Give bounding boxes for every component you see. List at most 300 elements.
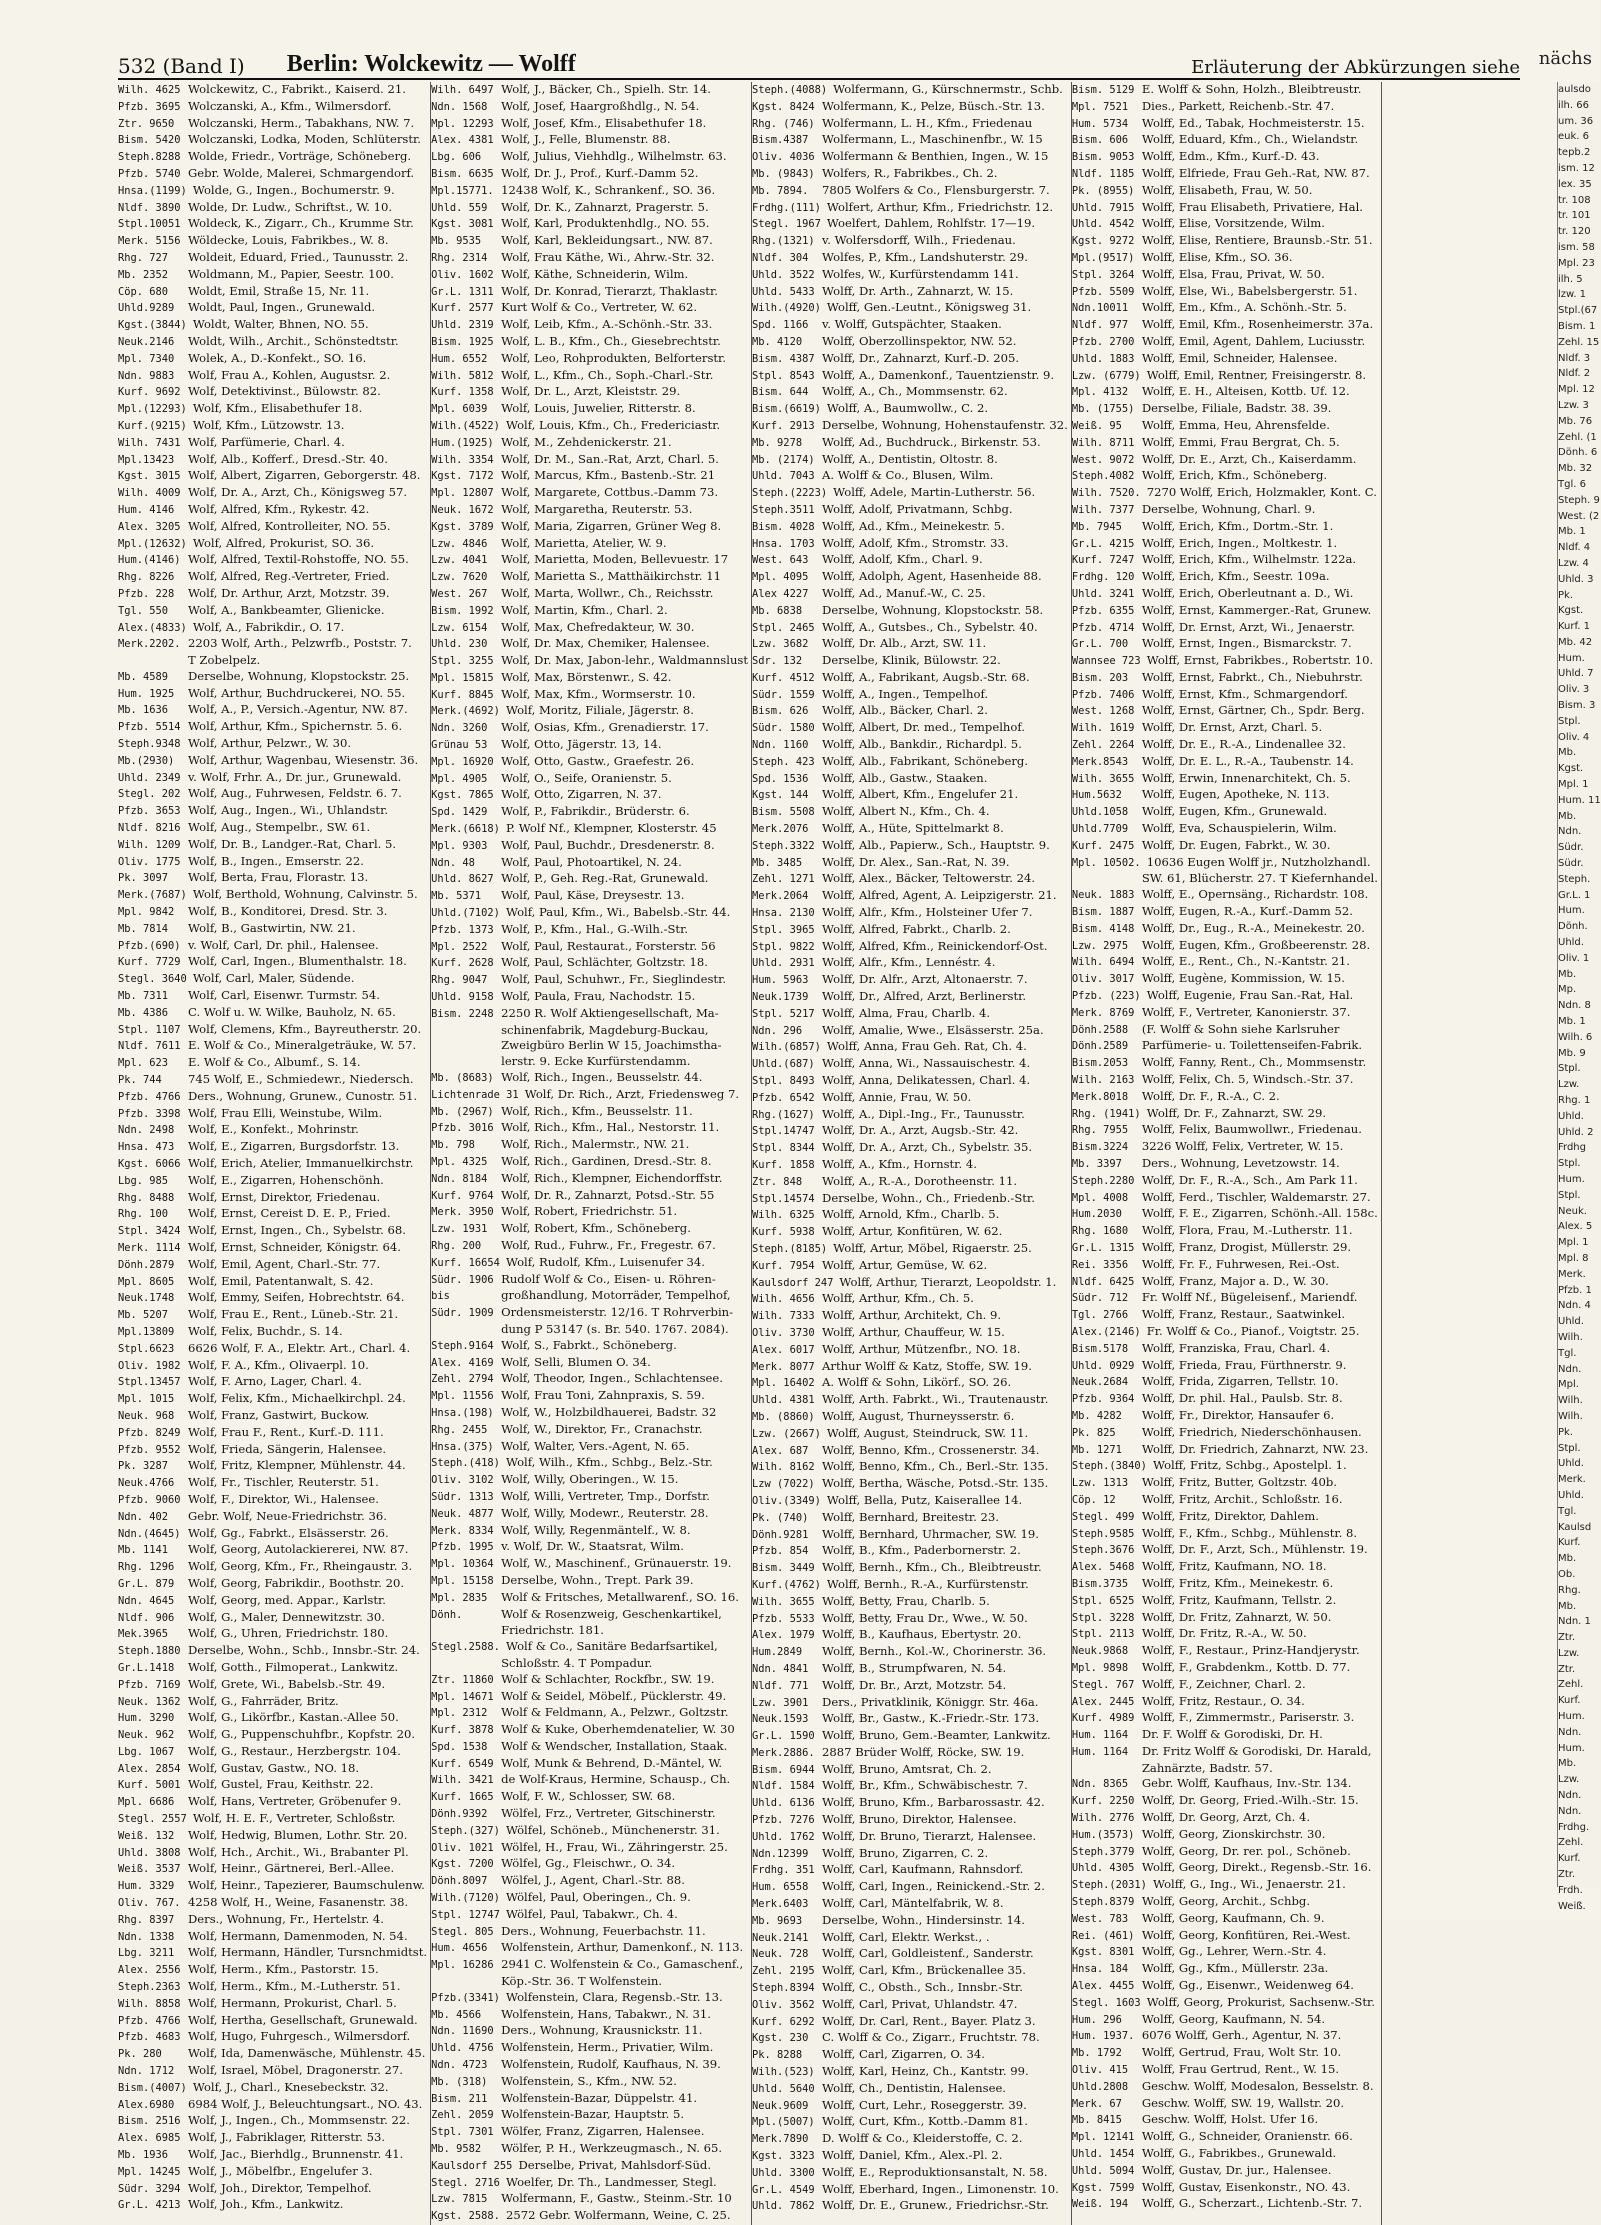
directory-entry-text: Wolff, Bruno, Amtsrat, Ch. 2. <box>822 1761 992 1776</box>
directory-entry-text: D. Wolff & Co., Kleiderstoffe, C. 2. <box>822 2131 1023 2146</box>
directory-entry-text: Wolff, Ad., Buchdruck., Birkenstr. 53. <box>822 434 1041 449</box>
phone-exchange-code: Uhld. 2319 <box>431 319 494 332</box>
directory-entry-text: Wolf, Berthold, Wohnung, Calvinstr. 5. <box>192 887 418 902</box>
phone-exchange-code: Wilh. 7520. <box>1071 487 1141 500</box>
clipped-next-column-text: Frdhg <box>1558 1142 1586 1154</box>
directory-entry-text: Wolff, Dr. E., Arzt, Ch., Kaiserdamm. <box>1141 451 1357 466</box>
directory-entry-text: Wolf, Emmy, Seifen, Hobrechtstr. 64. <box>188 1290 405 1305</box>
directory-entry-text: Wolf, Felix, Kfm., Michaelkirchpl. 24. <box>188 1391 406 1406</box>
phone-exchange-code: Mb. 1792 <box>1071 2047 1122 2060</box>
directory-entry <box>752 2198 1068 2215</box>
phone-exchange-code: Stpl. 3255 <box>431 655 494 668</box>
directory-entry <box>118 702 427 719</box>
phone-exchange-code: Lzw. (6779) <box>1071 369 1141 382</box>
directory-entry-text: Wolff, Dr. Friedrich, Zahnarzt, NW. 23. <box>1141 1441 1369 1456</box>
phone-exchange-code: Tgl. 550 <box>118 604 169 617</box>
directory-entry <box>118 1190 427 1207</box>
directory-entry <box>1072 1391 1378 1408</box>
directory-entry <box>118 317 427 334</box>
directory-entry-text: Wolff, Curt, Lehr., Roseggerstr. 39. <box>822 2097 1027 2112</box>
directory-entry <box>752 284 1068 301</box>
directory-entry <box>752 989 1068 1006</box>
directory-entry-text: Wolf, Paul, Restaurat., Forsterstr. 56 <box>501 938 716 953</box>
directory-entry <box>752 1392 1068 1409</box>
phone-exchange-code: Nldf. 304 <box>752 251 809 264</box>
directory-entry-text: v. Wolfersdorff, Wilh., Friedenau. <box>822 233 1016 248</box>
directory-entry <box>118 1962 427 1979</box>
clipped-next-column-text: Stpl. <box>1558 1189 1581 1201</box>
directory-entry <box>431 1221 748 1238</box>
directory-entry-text: Wolf, L., Kfm., Ch., Soph.-Charl.-Str. <box>501 367 714 382</box>
directory-entry-text: Wolf, Georg, Autolackiererei, NW. 87. <box>188 1542 409 1557</box>
page-title: Berlin: Wolckewitz — Wolff <box>286 51 576 77</box>
phone-exchange-code: West. 1268 <box>1071 705 1135 718</box>
directory-entry-text: v. Wolf, Carl, Dr. phil., Halensee. <box>188 937 379 952</box>
directory-entry-text: Wolf, Paul, Schlächter, Goltzstr. 18. <box>501 955 708 970</box>
directory-entry <box>118 82 427 99</box>
directory-entry-text: Wolf, Dr. J., Prof., Kurf.-Damm 52. <box>501 165 699 180</box>
directory-entry <box>431 1070 748 1087</box>
directory-entry-text: Wolff, Georg, Direkt., Regensb.-Str. 16. <box>1141 1860 1372 1875</box>
clipped-next-column-text: Uhld. <box>1558 1458 1584 1470</box>
directory-entry <box>431 603 748 620</box>
phone-exchange-code: Ndn. 8184 <box>431 1172 488 1185</box>
clipped-next-column-text: Hum. <box>1558 1711 1585 1723</box>
directory-entry <box>118 1358 427 1375</box>
directory-entry-text: Wolf, Maria, Zigarren, Grüner Weg 8. <box>501 518 722 533</box>
directory-entry-text: Derselbe, Filiale, Badstr. 38. 39. <box>1141 401 1332 416</box>
directory-entry-text: Wolf, Alfred, Prokurist, SO. 36. <box>192 535 375 550</box>
directory-entry-text: Ders., Wohnung, Grunew., Cunostr. 51. <box>188 1088 418 1103</box>
phone-exchange-code: Gr.L. 1590 <box>752 1730 815 1743</box>
directory-entry-text: Derselbe, Wohn., Ch., Friedenb.-Str. <box>822 1190 1035 1205</box>
directory-entry-text: Wolf, Max, Börstenwr., S. 42. <box>501 669 672 684</box>
directory-entry <box>1072 670 1378 687</box>
directory-entry-text: Wolfenstein, S., Kfm., NW. 52. <box>501 2073 677 2088</box>
directory-entry <box>752 838 1068 855</box>
directory-entry <box>118 1845 427 1862</box>
directory-entry-text: Wolf, H. E. F., Vertreter, Schloßstr. <box>192 1811 396 1826</box>
clipped-next-column-text: Uhld. <box>1558 937 1584 949</box>
phone-exchange-code: Sdr. 132 <box>752 655 803 668</box>
clipped-next-column-text: Lzw. <box>1558 1774 1580 1786</box>
phone-exchange-code: Stpl. 8493 <box>752 1075 815 1088</box>
directory-entry-text: Wolf, P., Geh. Reg.-Rat, Grunewald. <box>501 871 709 886</box>
clipped-next-column-text: Stpl. <box>1558 715 1581 727</box>
directory-entry <box>431 1338 748 1355</box>
phone-exchange-code: West. 9072 <box>1071 453 1135 466</box>
directory-entry-text: 745 Wolf, E., Schmiedewr., Niedersch. <box>188 1072 414 1087</box>
directory-entry <box>431 636 748 653</box>
directory-entry-text: Parfümerie- u. Toilettenseifen-Fabrik. <box>1141 1038 1363 1053</box>
phone-exchange-code: Bism. 6944 <box>752 1763 815 1776</box>
directory-entry-text: Wolff, Dr. F., R.-A., Sch., Am Park 11. <box>1141 1172 1358 1187</box>
directory-entry-text: Wolf, G., Maler, Dennewitzstr. 30. <box>188 1609 385 1624</box>
directory-entry-text: Wolff, Alb., Gastw., Staaken. <box>822 770 988 785</box>
phone-exchange-code: Bism. 203 <box>1071 671 1129 684</box>
phone-exchange-code: Kurf. 3878 <box>431 1724 494 1737</box>
phone-exchange-code: Rhg. (1941) <box>1071 1107 1141 1120</box>
clipped-next-column-text: Mpl. 8 <box>1558 1252 1589 1264</box>
directory-entry <box>1072 653 1378 670</box>
phone-exchange-code: Stpl. 3228 <box>1071 1611 1135 1624</box>
phone-exchange-code: Wilh. 8711 <box>1071 436 1135 449</box>
directory-entry <box>431 569 748 586</box>
directory-entry <box>1072 754 1378 771</box>
phone-exchange-code: Merk.8543 <box>1071 755 1129 768</box>
clipped-next-column-text: Uhld. 2 <box>1558 1126 1594 1138</box>
phone-exchange-code: Mpl. 623 <box>118 1057 169 1070</box>
phone-exchange-code: Uhld. 230 <box>431 638 488 651</box>
phone-exchange-code: Ndn. 4841 <box>752 1662 809 1675</box>
phone-exchange-code: Mpl. 12807 <box>431 487 494 500</box>
directory-entry-text: Wolff, Albert N., Kfm., Ch. 4. <box>822 804 990 819</box>
directory-entry <box>118 1055 427 1072</box>
directory-entry-text: Wölfel, Frz., Vertreter, Gitschinerstr. <box>501 1806 716 1821</box>
directory-entry-text: Wolff, Erwin, Innenarchitekt, Ch. 5. <box>1141 770 1351 785</box>
phone-exchange-code: Bism. 4028 <box>752 520 815 533</box>
directory-entry <box>118 1022 427 1039</box>
directory-entry-text: Wolf, M., Zehdenickerstr. 21. <box>501 434 672 449</box>
phone-exchange-code: Lbg. 3211 <box>118 1947 175 1960</box>
directory-entry-text: Zahnärzte, Badstr. 57. <box>1141 1760 1273 1775</box>
directory-entry-text: Wolf, B., Ingen., Emserstr. 22. <box>188 853 364 868</box>
phone-exchange-code: Mpl. 6686 <box>118 1796 175 1809</box>
phone-exchange-code: Lzw. 7620 <box>431 571 488 584</box>
clipped-next-column-text: Lzw. <box>1558 1079 1580 1091</box>
directory-entry-text: Wolf, Frau Toni, Zahnpraxis, S. 59. <box>501 1388 705 1403</box>
directory-entry <box>752 1308 1068 1325</box>
phone-exchange-code: Kgst. 7172 <box>431 470 494 483</box>
directory-entry-text: Wolff, Emil, Kfm., Rosenheimerstr. 37a. <box>1141 317 1374 332</box>
directory-entry <box>431 1371 748 1388</box>
directory-entry-text: Wolfermann, F., Gastw., Steinm.-Str. 10 <box>501 2191 732 2206</box>
directory-entry <box>1072 2012 1378 2029</box>
phone-exchange-code: Lzw. 1931 <box>431 1223 488 1236</box>
phone-exchange-code: Mpl. 6039 <box>431 403 488 416</box>
clipped-next-column-text: Nldf. 4 <box>1558 542 1591 554</box>
directory-entry-text: Wolf, W., Direktor, Fr., Cranachstr. <box>501 1421 703 1436</box>
directory-entry <box>431 82 748 99</box>
directory-entry <box>1072 1593 1378 1610</box>
directory-entry <box>752 1661 1068 1678</box>
directory-entry-text: Wölfel, Gg., Fleischwr., O. 34. <box>501 1856 676 1871</box>
directory-entry-text: Wolff, G., Schneider, Oranienstr. 66. <box>1141 2129 1353 2144</box>
clipped-next-column-text: Mb. <box>1558 810 1577 822</box>
directory-entry <box>1072 485 1378 502</box>
phone-exchange-code: Pfzb. 4766 <box>118 1090 181 1103</box>
clipped-next-column-text: ilh. 66 <box>1558 99 1589 111</box>
directory-entry-text: Wolf, Gotth., Filmoperat., Lankwitz. <box>188 1659 399 1674</box>
directory-entry <box>118 603 427 620</box>
phone-exchange-code: Bism. 4148 <box>1071 922 1135 935</box>
clipped-next-column-text: Oliv. 3 <box>1558 684 1590 696</box>
phone-exchange-code: Nldf. 906 <box>118 1611 175 1624</box>
directory-entry-text: Wolf, Emil, Patentanwalt, S. 42. <box>188 1273 374 1288</box>
clipped-next-column-text: Mb. 9 <box>1558 1047 1586 1059</box>
phone-exchange-code: Lbg. 1067 <box>118 1745 175 1758</box>
phone-exchange-code: Steph.9585 <box>1071 1527 1135 1540</box>
phone-exchange-code: Rei. (461) <box>1071 1929 1135 1942</box>
directory-entry <box>431 1974 748 1990</box>
phone-exchange-code: Bism.4387 <box>752 134 809 147</box>
phone-exchange-code: Mb. 4120 <box>752 335 803 348</box>
directory-entry <box>1072 1626 1378 1643</box>
phone-exchange-code: Kurf. 5001 <box>118 1779 181 1792</box>
directory-entry <box>118 1979 427 1996</box>
directory-entry <box>431 1006 748 1023</box>
directory-entry-text: Wolf, Joh., Direktor, Tempelhof. <box>188 2180 372 2195</box>
directory-entry-text: Wolf, Josef, Haargroßhdlg., N. 54. <box>501 98 700 113</box>
directory-entry <box>431 267 748 284</box>
directory-entry-text: Wolff, E., Reproduktionsanstalt, N. 58. <box>822 2164 1048 2179</box>
phone-exchange-code: Mpl. 1015 <box>118 1393 175 1406</box>
phone-exchange-code: Alex. 687 <box>752 1444 809 1457</box>
phone-exchange-code: Stpl.14574 <box>752 1192 815 1205</box>
directory-entry-text: Wolfes, W., Kurfürstendamm 141. <box>822 266 1019 281</box>
directory-entry <box>752 1191 1068 1208</box>
directory-entry-text: Wolf, Alfred, Kfm., Rykestr. 42. <box>188 501 370 516</box>
directory-entry-text: Wolff, A., Gutsbes., Ch., Sybelstr. 40. <box>822 619 1038 634</box>
directory-entry-text: Wolff, Dr. F., R.-A., C. 2. <box>1141 1088 1280 1103</box>
directory-entry <box>1072 1274 1378 1291</box>
phone-exchange-code: Wannsee 723 <box>1071 655 1141 668</box>
directory-entry <box>431 468 748 485</box>
phone-exchange-code: bis <box>431 1290 450 1303</box>
directory-entry <box>118 837 427 854</box>
phone-exchange-code: Steph.9348 <box>118 738 181 751</box>
directory-entry-text: Wolff, E., Opernsäng., Richardstr. 108. <box>1141 887 1369 902</box>
directory-entry <box>1072 552 1378 569</box>
phone-exchange-code: Mb. 9535 <box>431 235 482 248</box>
phone-exchange-code: Steph.2280 <box>1071 1174 1135 1187</box>
directory-entry-text: Wolf, Rud., Fuhrw., Fr., Fregestr. 67. <box>501 1237 716 1252</box>
phone-exchange-code: Wilh. 6494 <box>1071 956 1135 969</box>
directory-entry <box>431 1506 748 1523</box>
directory-entry <box>752 452 1068 469</box>
directory-entry <box>118 1744 427 1761</box>
phone-exchange-code: Uhld. 1762 <box>752 1830 815 1843</box>
directory-entry-text: Wolff, A., R.-A., Dorotheenstr. 11. <box>822 1173 1018 1188</box>
phone-exchange-code: Steph.(418) <box>431 1457 500 1470</box>
directory-entry-text: Geschw. Wolff, SW. 19, Wallstr. 20. <box>1141 2095 1345 2110</box>
directory-entry-text: Wolff, Georg, Kaufmann, Ch. 9. <box>1141 1910 1325 1925</box>
phone-exchange-code: Uhld. 9158 <box>431 991 494 1004</box>
directory-entry-text: Wolff, Dr. Fritz, R.-A., W. 50. <box>1141 1626 1307 1641</box>
directory-entry-text: Wolff, Arthur, Chauffeur, W. 15. <box>822 1324 1005 1339</box>
directory-entry-text: großhandlung, Motorräder, Tempelhof, <box>501 1288 731 1303</box>
directory-entry <box>431 1023 748 1039</box>
clipped-next-column-text: Rhg. <box>1558 1584 1581 1596</box>
directory-entry-text: 6626 Wolf, F. A., Elektr. Art., Charl. 4. <box>188 1340 411 1355</box>
directory-entry-text: E. Wolf & Co., Albumf., S. 14. <box>188 1055 361 1070</box>
phone-exchange-code: Stpl. 3264 <box>1071 268 1135 281</box>
phone-exchange-code: Mpl. 9303 <box>431 839 488 852</box>
phone-exchange-code: Stpl. 9822 <box>752 940 815 953</box>
directory-entry-text: Wolf, Ida, Damenwäsche, Mühlenstr. 45. <box>188 2046 426 2061</box>
directory-entry-text: Wolff, Fritz, Archit., Schloßstr. 16. <box>1141 1491 1343 1506</box>
phone-exchange-code: Gr.L. 1315 <box>1071 1241 1135 1254</box>
directory-entry-text: Wolde, Friedr., Vorträge, Schöneberg. <box>188 149 412 164</box>
directory-entry-text: Woldt, Walter, Bhnen, NO. 55. <box>192 317 369 332</box>
phone-exchange-code: Steph.3779 <box>1071 1845 1135 1858</box>
phone-exchange-code: Stpl. 5217 <box>752 1007 815 1020</box>
directory-entry-text: Wolf, Erich, Atelier, Immanuelkirchstr. <box>188 1156 414 1170</box>
phone-exchange-code: Stpl. 3965 <box>752 923 815 936</box>
phone-exchange-code: Stpl. 2113 <box>1071 1628 1135 1641</box>
directory-entry-text: Wolff, Dr. Carl, Rent., Bayer. Platz 3. <box>822 2013 1036 2028</box>
directory-entry-text: Wolff, Alb., Bäcker, Charl. 2. <box>822 703 988 718</box>
directory-entry-text: dung P 53147 (s. Br. 540. 1767. 2084). <box>501 1321 729 1336</box>
directory-entry <box>752 821 1068 838</box>
directory-entry-text: Wolff, Bernh., Kfm., Ch., Bleibtreustr. <box>822 1560 1042 1575</box>
directory-entry <box>118 921 427 938</box>
phone-exchange-code: Südr. 712 <box>1071 1292 1129 1305</box>
directory-entry-text: (F. Wolff & Sohn siehe Karlsruher <box>1141 1021 1340 1036</box>
clipped-next-column-text: Merk. <box>1558 1268 1586 1280</box>
directory-entry-text: Wolff, Frieda, Frau, Fürthnerstr. 9. <box>1141 1357 1347 1372</box>
directory-entry <box>1072 971 1378 988</box>
directory-entry <box>1072 2129 1378 2146</box>
directory-entry <box>118 1559 427 1576</box>
phone-exchange-code: Kurf. 4989 <box>1071 1712 1135 1725</box>
phone-exchange-code: Zehl. 2059 <box>431 2109 494 2122</box>
phone-exchange-code: Hum. 1164 <box>1071 1745 1129 1758</box>
directory-entry <box>118 786 427 803</box>
directory-entry-text: Wolff, Albert, Kfm., Engelufer 21. <box>822 787 1019 802</box>
directory-entry-text: Wolf, J., Bäcker, Ch., Spielh. Str. 14. <box>501 82 711 96</box>
directory-entry-text: Wolckewitz, C., Fabrikt., Kaiserd. 21. <box>188 82 406 96</box>
directory-entry <box>118 736 427 753</box>
phone-exchange-code: Bism. 606 <box>1071 134 1129 147</box>
directory-entry-text: Wolf, Gustel, Frau, Keithstr. 22. <box>188 1777 374 1792</box>
directory-entry-text: Wolff, Bruno, Direktor, Halensee. <box>822 1812 1017 1827</box>
directory-entry <box>431 1856 748 1873</box>
phone-exchange-code: Pfzb. 2700 <box>1071 335 1135 348</box>
directory-entry-text: schinenfabrik, Magdeburg-Buckau, <box>501 1022 709 1037</box>
directory-entry <box>118 1425 427 1442</box>
directory-entry-text: 3226 Wolff, Felix, Vertreter, W. 15. <box>1141 1139 1344 1154</box>
directory-entry <box>118 1139 427 1156</box>
directory-entry <box>431 384 748 401</box>
phone-exchange-code: Stegl. 499 <box>1071 1510 1135 1523</box>
directory-entry <box>431 1272 748 1289</box>
directory-entry <box>1072 99 1378 116</box>
directory-entry-text: Wolff, Dr. Arth., Zahnarzt, W. 15. <box>822 283 1014 298</box>
directory-entry-text: Wolff, B., Kfm., Paderbornerstr. 2. <box>822 1543 1021 1558</box>
directory-entry-text: Wolff, Dr. A., Arzt, Augsb.-Str. 42. <box>822 1123 1019 1138</box>
directory-entry <box>1072 1827 1378 1844</box>
phone-exchange-code: Spd. 1166 <box>752 319 809 332</box>
directory-entry <box>752 754 1068 771</box>
directory-entry-text: Wolf, Hans, Vertreter, Gröbenufer 9. <box>188 1794 402 1809</box>
directory-entry <box>752 1879 1068 1896</box>
directory-entry <box>431 620 748 637</box>
phone-exchange-code: West. 783 <box>1071 1912 1129 1925</box>
phone-exchange-code: Wilh. 1209 <box>118 838 181 851</box>
page-number: 532 (Band I) <box>118 54 245 78</box>
directory-entry-text: Wolf, J., Felle, Blumenstr. 88. <box>501 132 671 147</box>
directory-entry-text: Derselbe, Wohnung, Hohenstaufenstr. 32. <box>822 417 1068 432</box>
phone-exchange-code: Mb. (8860) <box>752 1410 815 1423</box>
clipped-next-column-text: Dönh. <box>1558 921 1588 933</box>
directory-entry-text: Wölfel, Paul, Tabakwr., Ch. 4. <box>505 1906 678 1921</box>
directory-entry-text: Wolff, Arthur, Architekt, Ch. 9. <box>822 1308 1002 1323</box>
directory-entry <box>118 988 427 1005</box>
directory-entry <box>118 1475 427 1492</box>
directory-entry-text: Wolfenstein, Herm., Privatier, Wilm. <box>501 2040 714 2055</box>
phone-exchange-code: Bism.3735 <box>1071 1577 1129 1590</box>
clipped-next-column-text: Kurf. <box>1558 1537 1581 1549</box>
phone-exchange-code: Uhld. 4542 <box>1071 218 1135 231</box>
directory-entry <box>1072 267 1378 284</box>
directory-entry-text: 6984 Wolf, J., Beleuchtungsart., NO. 43. <box>188 2096 423 2111</box>
directory-entry <box>1072 1206 1378 1223</box>
directory-entry-text: Wolff, Erich, Oberleutnant a. D., Wi. <box>1141 585 1354 600</box>
directory-entry <box>431 552 748 569</box>
directory-entry-text: Wolfermann, L., Maschinenfbr., W. 15 <box>822 132 1043 147</box>
directory-entry-text: E. Wolf & Co., Mineralgeträuke, W. 57. <box>188 1038 417 1053</box>
phone-exchange-code: Lzw. 6154 <box>431 621 488 634</box>
directory-entry-text: Wolf, E., Konfekt., Mohrinstr. <box>188 1122 359 1137</box>
directory-entry-text: Wolf, B., Konditorei, Dresd. Str. 3. <box>188 904 388 919</box>
phone-exchange-code: Stpl. 8543 <box>752 369 815 382</box>
directory-entry-text: Wolf, Carl, Maler, Südende. <box>192 971 355 986</box>
directory-entry <box>1072 1793 1378 1810</box>
directory-entry-text: Wolff, E., Rent., Ch., N.-Kantstr. 21. <box>1141 954 1350 969</box>
directory-entry <box>431 1607 748 1624</box>
directory-entry <box>1072 1961 1378 1978</box>
phone-exchange-code: Stpl. 3424 <box>118 1225 181 1238</box>
phone-exchange-code: Alex. 5468 <box>1071 1561 1135 1574</box>
directory-entry <box>431 737 748 754</box>
directory-entry <box>752 2014 1068 2031</box>
directory-entry <box>118 418 427 435</box>
directory-entry <box>431 418 748 435</box>
directory-entry-text: Wolf, Max, Chefredakteur, W. 30. <box>501 619 695 634</box>
directory-entry <box>1072 1877 1378 1894</box>
phone-exchange-code: Ztr. 848 <box>752 1175 803 1188</box>
next-page-fragment: nächs <box>1538 48 1592 69</box>
clipped-next-column-text: Kgst. <box>1558 605 1584 617</box>
directory-entry-text: Wolff, Alb., Fabrikant, Schöneberg. <box>822 753 1029 768</box>
phone-exchange-code: Hum. 6552 <box>431 352 488 365</box>
directory-entry <box>752 1896 1068 1913</box>
phone-exchange-code: Gr.L.1418 <box>118 1661 175 1674</box>
directory-entry-text: Wolf, F. W., Schlosser, SW. 68. <box>501 1789 676 1804</box>
directory-entry-text: Wolf, Jac., Bierhdlg., Brunnenstr. 41. <box>188 2147 404 2162</box>
directory-entry <box>752 905 1068 922</box>
directory-entry <box>1072 1492 1378 1509</box>
directory-entry-text: Dies., Parkett, Reichenb.-Str. 47. <box>1141 98 1335 113</box>
directory-entry <box>752 1812 1068 1829</box>
phone-exchange-code: Oliv. 4036 <box>752 151 815 164</box>
directory-entry-text: Wolff, Adolf, Privatmann, Schbg. <box>822 501 1013 516</box>
phone-exchange-code: Merk.(7687) <box>118 889 187 902</box>
directory-entry <box>118 1324 427 1341</box>
directory-entry <box>1072 401 1378 418</box>
directory-entry <box>752 1963 1068 1980</box>
directory-entry <box>431 1539 748 1556</box>
phone-exchange-code: Stpl. 8344 <box>752 1142 815 1155</box>
phone-exchange-code: Wilh.(523) <box>752 2066 815 2079</box>
directory-entry <box>431 1104 748 1121</box>
directory-entry-text: Wolf, Aug., Stempelbr., SW. 61. <box>188 820 371 835</box>
directory-entry-text: Wolff, Elise, Vorsitzende, Wilm. <box>1141 216 1325 231</box>
directory-entry <box>1072 1776 1378 1793</box>
directory-entry-text: 2250 R. Wolf Aktiengesellschaft, Ma- <box>501 1005 719 1020</box>
directory-entry <box>752 1023 1068 1040</box>
